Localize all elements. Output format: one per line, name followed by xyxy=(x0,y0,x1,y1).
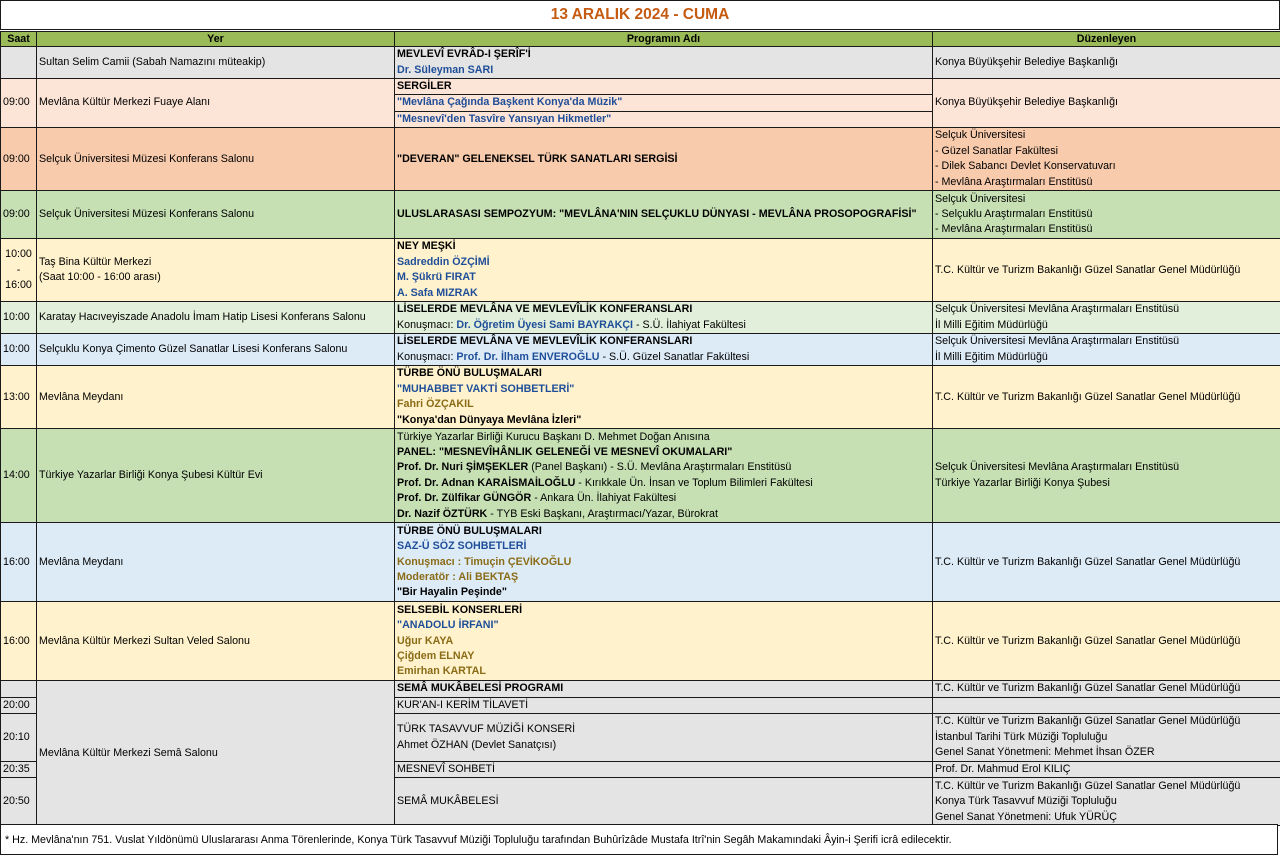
organizer-cell xyxy=(933,778,1280,826)
time-cell: 20:50 xyxy=(1,778,37,826)
program-cell xyxy=(395,762,933,778)
place-cell: Mevlâna Kültür Merkezi Sultan Veled Salonu xyxy=(37,602,395,681)
organizer-cell xyxy=(933,334,1280,366)
time-cell xyxy=(1,681,37,697)
table-row xyxy=(1,47,1280,79)
table-row xyxy=(1,366,1280,429)
program-cell xyxy=(395,429,933,523)
time-start: 10:00 xyxy=(5,248,32,261)
place-cell: Mevlâna Kültür Merkezi Fuaye Alanı xyxy=(37,79,395,128)
panelist-name: Prof. Dr. Zülfikar GÜNGÖR xyxy=(397,492,532,505)
place-cell: Karatay Hacıveyiszade Anadolu İmam Hatip Lisesi Konferans Salonu xyxy=(37,302,395,334)
place-cell: Türkiye Yazarlar Birliği Konya Şubesi Kültür Evi xyxy=(37,429,395,523)
place-line: (Saat 10:00 - 16:00 arası) xyxy=(39,271,161,284)
time-cell: 09:00 xyxy=(1,191,37,239)
speaker-line xyxy=(397,318,930,333)
organizer-line: Selçuk Üniversitesi Mevlâna Araştırmaları Enstitüsü xyxy=(935,335,1180,348)
organizer-line: T.C. Kültür ve Turizm Bakanlığı Güzel Sanatlar Genel Müdürlüğü xyxy=(935,555,1241,568)
program-subtitle: "ANADOLU İRFANI" xyxy=(397,619,499,632)
organizer-cell xyxy=(933,366,1280,429)
panelist-line xyxy=(397,476,930,491)
footnote: * Hz. Mevlâna'nın 751. Vuslat Yıldönümü Uluslararası Anma Törenlerinde, Konya Türk Tasavvuf Müziği Topluluğu tarafından Buhûrîzâde Mustafa Itrî'nin Segâh Makamındaki Âyin-i Şerifi icrâ edilecektir. xyxy=(0,824,1278,855)
performer-name: Dr. Süleyman SARI xyxy=(397,63,494,76)
organizer-line: Konya Büyükşehir Belediye Başkanlığı xyxy=(935,55,1118,68)
organizer-cell xyxy=(933,714,1280,762)
program-title: MESNEVÎ SOHBETİ xyxy=(397,763,495,776)
program-cell xyxy=(395,523,933,602)
place-line: Taş Bina Kültür Merkezi xyxy=(39,255,152,268)
speaker-affiliation: - S.Ü. Güzel Sanatlar Fakültesi xyxy=(599,350,750,363)
place-cell: Mevlâna Meydanı xyxy=(37,366,395,429)
header-place: Yer xyxy=(37,32,395,47)
time-cell xyxy=(1,239,37,302)
organizer-line: - Mevlâna Araştırmaları Enstitüsü xyxy=(935,175,1093,188)
program-title: KUR'AN-I KERİM TİLAVETİ xyxy=(397,698,529,711)
program-title: SEMÂ MUKÂBELESİ xyxy=(397,795,499,808)
program-cell xyxy=(395,128,933,191)
speaker-prefix: Konuşmacı: xyxy=(397,350,457,363)
organizer-line: T.C. Kültür ve Turizm Bakanlığı Güzel Sanatlar Genel Müdürlüğü xyxy=(935,779,1241,792)
program-cell xyxy=(395,302,933,334)
page-title: 13 ARALIK 2024 - CUMA xyxy=(0,0,1280,30)
speaker-affiliation: - S.Ü. İlahiyat Fakültesi xyxy=(633,318,746,331)
time-cell: 20:35 xyxy=(1,762,37,778)
organizer-line: Selçuk Üniversitesi Mevlâna Araştırmaları Enstitüsü xyxy=(935,303,1180,316)
organizer-line: Selçuk Üniversitesi Mevlâna Araştırmaları Enstitüsü xyxy=(935,461,1180,474)
program-title: MEVLEVÎ EVRÂD-I ŞERÎF'İ xyxy=(397,48,531,61)
program-title: SERGİLER xyxy=(397,80,452,92)
program-cell xyxy=(395,366,933,429)
speaker-prefix: Konuşmacı: xyxy=(397,318,457,331)
organizer-line: İstanbul Tarihi Türk Müziği Topluluğu xyxy=(935,730,1108,743)
performer-name: Uğur KAYA xyxy=(397,634,454,647)
speaker-name: Dr. Öğretim Üyesi Sami BAYRAKÇI xyxy=(456,318,634,331)
time-cell: 10:00 xyxy=(1,302,37,334)
header-program: Programın Adı xyxy=(395,32,933,47)
organizer-cell xyxy=(933,697,1280,713)
organizer-line: T.C. Kültür ve Turizm Bakanlığı Güzel Sanatlar Genel Müdürlüğü xyxy=(935,263,1241,276)
schedule-table xyxy=(0,31,1280,826)
speaker-name: Fahri ÖZÇAKIL xyxy=(397,398,474,411)
place-cell: Sultan Selim Camii (Sabah Namazını müteakip) xyxy=(37,47,395,79)
organizer-line: - Güzel Sanatlar Fakültesi xyxy=(935,144,1058,157)
organizer-line: - Mevlâna Araştırmaları Enstitüsü xyxy=(935,223,1093,236)
speaker-line xyxy=(397,350,930,365)
time-cell: 16:00 xyxy=(1,602,37,681)
organizer-line: T.C. Kültür ve Turizm Bakanlığı Güzel Sanatlar Genel Müdürlüğü xyxy=(935,390,1241,403)
program-title: NEY MEŞKİ xyxy=(397,240,456,253)
program-subtitle: SAZ-Ü SÖZ SOHBETLERİ xyxy=(397,540,527,553)
panelist-line xyxy=(397,507,930,522)
program-cell xyxy=(395,778,933,826)
time-cell: 10:00 xyxy=(1,334,37,366)
program-cell xyxy=(395,239,933,302)
table-row xyxy=(1,429,1280,523)
time-cell: 20:10 xyxy=(1,714,37,762)
program-cell xyxy=(395,714,933,762)
time-cell: 09:00 xyxy=(1,79,37,128)
program-title: LİSELERDE MEVLÂNA VE MEVLEVÎLİK KONFERANSLARI xyxy=(397,335,693,348)
panelist-line xyxy=(397,460,930,475)
program-cell xyxy=(395,191,933,239)
organizer-cell xyxy=(933,128,1280,191)
organizer-line: Prof. Dr. Mahmud Erol KILIÇ xyxy=(935,763,1071,776)
program-cell xyxy=(395,47,933,79)
time-end: 16:00 xyxy=(5,278,32,291)
panelist-name: Prof. Dr. Adnan KARAİSMAİLOĞLU xyxy=(397,476,576,489)
time-cell: 20:00 xyxy=(1,697,37,713)
program-subtitle: "MUHABBET VAKTİ SOHBETLERİ" xyxy=(397,382,575,395)
time-cell: 16:00 xyxy=(1,523,37,602)
organizer-cell xyxy=(933,191,1280,239)
organizer-line: Konya Türk Tasavvuf Müziği Topluluğu xyxy=(935,795,1117,808)
program-cell xyxy=(395,681,933,697)
program-cell xyxy=(395,697,933,713)
table-header-row xyxy=(1,32,1280,47)
organizer-line: Genel Sanat Yönetmeni: Mehmet İhsan ÖZER xyxy=(935,746,1155,759)
organizer-line: T.C. Kültür ve Turizm Bakanlığı Güzel Sanatlar Genel Müdürlüğü xyxy=(935,682,1241,695)
table-row xyxy=(1,602,1280,681)
program-title: LİSELERDE MEVLÂNA VE MEVLEVÎLİK KONFERANSLARI xyxy=(397,303,693,316)
program-title: SELSEBİL KONSERLERİ xyxy=(397,603,523,616)
panelist-info: (Panel Başkanı) - S.Ü. Mevlâna Araştırmaları Enstitüsü xyxy=(528,461,792,474)
time-dash: - xyxy=(16,263,21,276)
header-organizer: Düzenleyen xyxy=(933,32,1280,47)
table-row xyxy=(1,523,1280,602)
time-cell: 13:00 xyxy=(1,366,37,429)
organizer-line: - Dilek Sabancı Devlet Konservatuvarı xyxy=(935,160,1116,173)
program-cell xyxy=(395,334,933,366)
organizer-cell xyxy=(933,602,1280,681)
performer-name: Çiğdem ELNAY xyxy=(397,649,475,662)
organizer-line: - Selçuklu Araştırmaları Enstitüsü xyxy=(935,208,1093,221)
panel-title: PANEL: "MESNEVÎHÂNLIK GELENEĞİ VE MESNEVÎ OKUMALARI" xyxy=(397,445,733,458)
performer-name: A. Safa MIZRAK xyxy=(397,286,478,299)
table-row xyxy=(1,334,1280,366)
time-cell xyxy=(1,47,37,79)
place-cell: Mevlâna Meydanı xyxy=(37,523,395,602)
program-cell xyxy=(395,602,933,681)
panelist-name: Dr. Nazif ÖZTÜRK xyxy=(397,507,488,520)
organizer-line: Türkiye Yazarlar Birliği Konya Şubesi xyxy=(935,476,1110,489)
place-cell: Selçuklu Konya Çimento Güzel Sanatlar Lisesi Konferans Salonu xyxy=(37,334,395,366)
exhibition-name: "Mevlâna Çağında Başkent Konya'da Müzik" xyxy=(395,94,932,110)
speaker-line: Konuşmacı : Timuçin ÇEVİKOĞLU xyxy=(397,555,572,568)
organizer-cell xyxy=(933,302,1280,334)
program-title: ULUSLARASASI SEMPOZYUM: "MEVLÂNA'NIN SELÇUKLU DÜNYASI - MEVLÂNA PROSOPOGRAFİSİ" xyxy=(397,208,917,221)
speaker-name: Prof. Dr. İlham ENVEROĞLU xyxy=(456,350,600,363)
organizer-line: Genel Sanat Yönetmeni: Ufuk YÜRÜÇ xyxy=(935,810,1117,823)
program-title: "DEVERAN" GELENEKSEL TÜRK SANATLARI SERGİSİ xyxy=(397,152,678,165)
header-time: Saat xyxy=(1,32,37,47)
organizer-cell xyxy=(933,47,1280,79)
panelist-line xyxy=(397,491,930,506)
panelist-name: Prof. Dr. Nuri ŞİMŞEKLER xyxy=(397,461,529,474)
talk-title: "Bir Hayalin Peşinde" xyxy=(397,586,507,599)
performer-name: Emirhan KARTAL xyxy=(397,665,486,678)
program-cell xyxy=(395,79,933,128)
program-title: TÜRBE ÖNÜ BULUŞMALARI xyxy=(397,524,542,537)
program-title: TÜRBE ÖNÜ BULUŞMALARI xyxy=(397,367,542,380)
organizer-line: İl Milli Eğitim Müdürlüğü xyxy=(935,318,1048,331)
organizer-line: Selçuk Üniversitesi xyxy=(935,129,1026,142)
performer-name: M. Şükrü FIRAT xyxy=(397,271,476,284)
panelist-info: - Kırıkkale Ün. İnsan ve Toplum Bilimleri Fakültesi xyxy=(575,476,813,489)
program-title: TÜRK TASAVVUF MÜZİĞİ KONSERİ xyxy=(397,723,576,736)
performer-name: Sadreddin ÖZÇİMİ xyxy=(397,255,490,268)
place-cell: Mevlâna Kültür Merkezi Semâ Salonu xyxy=(37,681,395,826)
program-title: SEMÂ MUKÂBELESİ PROGRAMI xyxy=(397,682,564,695)
table-row xyxy=(1,302,1280,334)
panel-intro: Türkiye Yazarlar Birliği Kurucu Başkanı D. Mehmet Doğan Anısına xyxy=(397,430,710,443)
place-cell: Selçuk Üniversitesi Müzesi Konferans Salonu xyxy=(37,191,395,239)
organizer-cell xyxy=(933,79,1280,128)
table-row xyxy=(1,128,1280,191)
performer-name: Ahmet ÖZHAN (Devlet Sanatçısı) xyxy=(397,738,557,751)
organizer-cell xyxy=(933,523,1280,602)
talk-title: "Konya'dan Dünyaya Mevlâna İzleri" xyxy=(397,413,582,426)
time-cell: 09:00 xyxy=(1,128,37,191)
exhibition-name: "Mesnevî'den Tasvîre Yansıyan Hikmetler" xyxy=(395,111,932,127)
place-cell: Selçuk Üniversitesi Müzesi Konferans Salonu xyxy=(37,128,395,191)
place-cell xyxy=(37,239,395,302)
organizer-cell xyxy=(933,429,1280,523)
organizer-cell xyxy=(933,762,1280,778)
organizer-line: Selçuk Üniversitesi xyxy=(935,192,1026,205)
time-cell: 14:00 xyxy=(1,429,37,523)
organizer-line: İl Milli Eğitim Müdürlüğü xyxy=(935,350,1048,363)
table-row xyxy=(1,681,1280,697)
organizer-cell xyxy=(933,681,1280,697)
organizer-line: Konya Büyükşehir Belediye Başkanlığı xyxy=(935,96,1118,109)
panelist-info: - TYB Eski Başkanı, Araştırmacı/Yazar, Bürokrat xyxy=(487,507,718,520)
organizer-line: T.C. Kültür ve Turizm Bakanlığı Güzel Sanatlar Genel Müdürlüğü xyxy=(935,634,1241,647)
organizer-cell xyxy=(933,239,1280,302)
moderator-line: Moderatör : Ali BEKTAŞ xyxy=(397,570,519,583)
table-row xyxy=(1,239,1280,302)
table-row xyxy=(1,191,1280,239)
table-row xyxy=(1,79,1280,128)
organizer-line: T.C. Kültür ve Turizm Bakanlığı Güzel Sanatlar Genel Müdürlüğü xyxy=(935,715,1241,728)
panelist-info: - Ankara Ün. İlahiyat Fakültesi xyxy=(531,492,677,505)
